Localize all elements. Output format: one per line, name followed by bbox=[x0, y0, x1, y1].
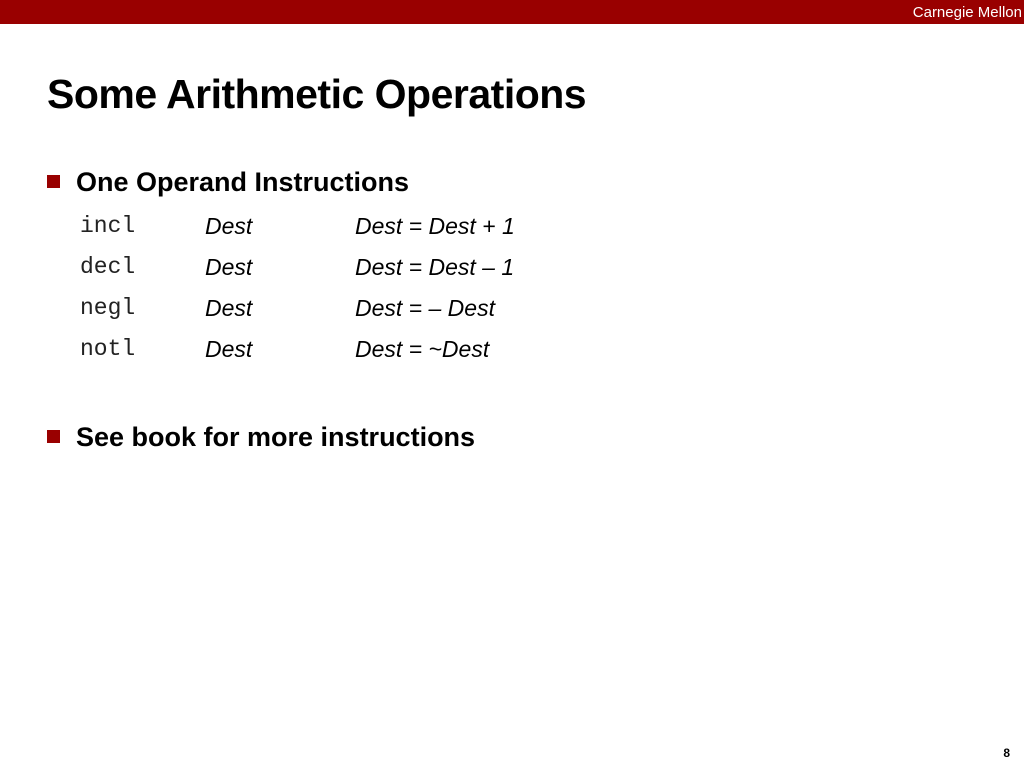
slide-title: Some Arithmetic Operations bbox=[47, 71, 587, 117]
instruction-effect: Dest = ~Dest bbox=[355, 336, 490, 362]
header-bar bbox=[0, 0, 1024, 24]
instruction-effect: Dest = Dest – 1 bbox=[355, 254, 515, 280]
bullet-text: One Operand Instructions bbox=[76, 167, 410, 197]
instruction-row-negl bbox=[80, 291, 600, 325]
instruction-row-incl bbox=[80, 209, 600, 243]
instruction-effect: Dest = – Dest bbox=[355, 295, 495, 321]
instruction-row-notl bbox=[80, 332, 600, 366]
instruction-mnemonic: notl bbox=[80, 336, 136, 362]
instruction-row-decl bbox=[80, 250, 600, 284]
instruction-mnemonic: incl bbox=[80, 213, 136, 239]
instruction-effect: Dest = Dest + 1 bbox=[355, 213, 515, 239]
instruction-operand: Dest bbox=[205, 254, 253, 280]
bullet-see-book bbox=[47, 420, 475, 454]
square-bullet-icon bbox=[47, 175, 60, 188]
bullet-text: See book for more instructions bbox=[76, 422, 476, 452]
instruction-operand: Dest bbox=[205, 213, 253, 239]
square-bullet-icon bbox=[47, 430, 60, 443]
bullet-one-operand bbox=[47, 165, 409, 199]
page-number: 8 bbox=[1003, 746, 1010, 760]
instruction-mnemonic: negl bbox=[80, 295, 136, 321]
instruction-operand: Dest bbox=[205, 336, 253, 362]
instruction-mnemonic: decl bbox=[80, 254, 136, 280]
instruction-operand: Dest bbox=[205, 295, 253, 321]
brand-label: Carnegie Mellon bbox=[912, 4, 1022, 21]
